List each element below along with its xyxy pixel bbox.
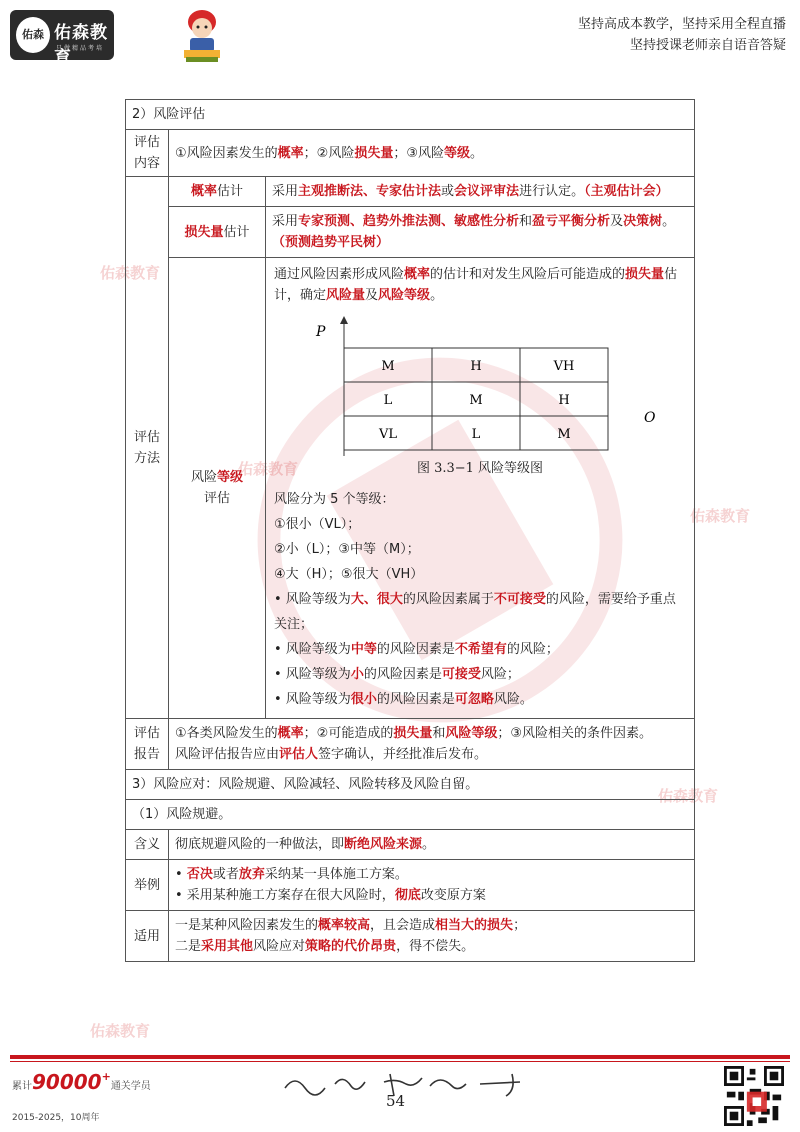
text: • 风险等级为 xyxy=(274,592,351,607)
bullet-item xyxy=(274,662,686,687)
text: 的风险因素属于 xyxy=(402,592,494,607)
text: 的风险，需要给予重点关注； xyxy=(274,592,676,632)
y-axis-arrow xyxy=(340,316,348,324)
stats-number: 90000 xyxy=(32,1070,102,1094)
highlight: 决策树 xyxy=(623,214,663,229)
meaning-label: 含义 xyxy=(126,830,169,860)
stats-suffix: 通关学员 xyxy=(110,1081,151,1092)
text: • 采用某种施工方案存在很大风险时， xyxy=(175,888,395,903)
text: ；③风险 xyxy=(393,145,444,161)
highlight: 盈亏平衡分析 xyxy=(532,214,611,229)
highlight: 彻底 xyxy=(394,888,421,903)
highlight: 等级 xyxy=(444,145,471,161)
text: • xyxy=(175,867,187,882)
method-label: 评估方法 xyxy=(126,177,169,719)
bullet-item xyxy=(274,637,686,662)
text: 采纳某一具体施工方案。 xyxy=(264,867,408,882)
example-text xyxy=(169,860,695,911)
text: ； xyxy=(513,918,527,933)
highlight: 主观推断法、专家估计法 xyxy=(298,184,442,199)
grade-content xyxy=(266,258,695,719)
highlight: 中等 xyxy=(350,642,377,657)
highlight: 相当大的损失 xyxy=(435,918,514,933)
highlight: 专家预测、趋势外推法测、敏感性分析 xyxy=(298,214,520,229)
level-item: ④大（H）；⑤很大（VH） xyxy=(274,567,424,582)
grid-cell-label: VH xyxy=(553,359,575,374)
highlight: 概率 xyxy=(277,726,304,741)
text: 风险 xyxy=(190,470,217,485)
apply-label: 适用 xyxy=(126,911,169,962)
highlight: 评估人 xyxy=(279,747,319,762)
text: 彻底规避风险的一种做法，即 xyxy=(175,837,345,852)
text: ①风险因素发生的 xyxy=(175,145,278,161)
footer-years: 2015-2025，10周年 xyxy=(12,1113,100,1123)
grade-label xyxy=(169,258,266,719)
text: 通过风险因素形成风险 xyxy=(274,267,405,282)
qr-code-icon xyxy=(724,1066,784,1126)
level-item: ②小（L）；③中等（M）； xyxy=(274,542,420,557)
page-header xyxy=(0,0,800,72)
grade-intro xyxy=(274,264,686,306)
highlight: （预测趋势平民树） xyxy=(272,235,390,250)
highlight: 损失量 xyxy=(354,145,394,161)
text: 风险评估报告应由 xyxy=(175,747,280,762)
y-axis-label: P xyxy=(316,324,326,340)
text: ，且会造成 xyxy=(370,918,436,933)
highlight: 否决 xyxy=(186,867,213,882)
risk-grade-chart xyxy=(274,314,670,456)
text: 及 xyxy=(610,214,624,229)
footer-stats xyxy=(12,1070,212,1123)
text: 进行认定。 xyxy=(519,184,585,199)
text: 。 xyxy=(430,288,444,303)
text: 和 xyxy=(519,214,533,229)
content-text xyxy=(169,130,695,177)
bullet-item xyxy=(274,687,686,712)
text: 和 xyxy=(432,726,446,741)
slogan xyxy=(578,14,786,56)
logo-emblem: 佑森 xyxy=(16,17,50,53)
text: 风险应对 xyxy=(253,939,306,954)
text: 二是 xyxy=(175,939,202,954)
highlight: （主观估计会） xyxy=(584,184,669,199)
watermark: 佑森教育 xyxy=(90,1022,151,1040)
highlight: 损失量 xyxy=(393,726,433,741)
sub1-title: （1）风险规避。 xyxy=(126,800,695,830)
highlight: 会议评审法 xyxy=(454,184,520,199)
stats-plus: + xyxy=(101,1070,111,1083)
text: ①各类风险发生的 xyxy=(175,726,278,741)
highlight: 很小 xyxy=(350,692,377,707)
text: 改变原方案 xyxy=(420,888,486,903)
watermark: 佑森教育 xyxy=(658,787,719,805)
text: 的风险； xyxy=(506,642,559,657)
highlight: 可接受 xyxy=(441,667,481,682)
watermark: 佑森教育 xyxy=(100,264,161,282)
watermark: 佑森教育 xyxy=(238,460,299,478)
highlight: 等级 xyxy=(217,470,244,485)
watermark: 佑森教育 xyxy=(690,507,751,525)
signature-motto-icon xyxy=(280,1066,540,1102)
apply-text xyxy=(169,911,695,962)
text: 。 xyxy=(662,214,676,229)
text: 一是某种风险因素发生的 xyxy=(175,918,319,933)
text: 的风险因素是 xyxy=(376,692,455,707)
risk-grid xyxy=(344,348,608,450)
text: 风险。 xyxy=(493,692,533,707)
text: 估计 xyxy=(217,184,244,199)
prob-label xyxy=(169,177,266,207)
highlight: 风险等级 xyxy=(378,288,431,303)
report-text xyxy=(169,719,695,770)
chart-caption: 图 3.3−1 风险等级图 xyxy=(416,461,544,476)
highlight: 损失量 xyxy=(184,224,224,240)
text: 或 xyxy=(441,184,455,199)
grid-cell-label: H xyxy=(558,393,570,408)
text: 或者 xyxy=(212,867,239,882)
highlight: 策略的代价昂贵 xyxy=(305,939,397,954)
text: 评估 xyxy=(203,491,230,506)
page-number: 54 xyxy=(386,1092,406,1110)
text: ；②可能造成的 xyxy=(303,726,394,741)
text: 签字确认，并经批准后发布。 xyxy=(318,747,488,762)
text: 估计 xyxy=(223,224,250,240)
stats-prefix: 累计 xyxy=(12,1081,32,1092)
text: • 风险等级为 xyxy=(274,692,351,707)
meaning-text xyxy=(169,830,695,860)
grid-cell-label: L xyxy=(471,427,481,442)
slogan-line-2: 坚持授课老师亲自语音答疑 xyxy=(629,38,786,53)
text: 。 xyxy=(422,837,436,852)
bullet-item xyxy=(274,587,686,637)
loss-label xyxy=(169,207,266,258)
content-label: 评估内容 xyxy=(126,130,169,177)
grid-cell-label: M xyxy=(557,427,571,442)
highlight: 不可接受 xyxy=(493,592,546,607)
grid-cell-label: H xyxy=(470,359,482,374)
level-list xyxy=(274,487,686,712)
logo-subtitle: 只做精品考培 xyxy=(56,45,105,52)
logo-name: 佑森教育 xyxy=(54,23,108,68)
brand-logo xyxy=(10,10,114,68)
text: 的估计和对发生风险后可能造成的 xyxy=(430,267,626,282)
grid-cell-label: M xyxy=(381,359,395,374)
text: ，得不偿失。 xyxy=(396,939,475,954)
footer-divider xyxy=(10,1055,790,1059)
highlight: 概率 xyxy=(277,145,304,161)
risk-assessment-table xyxy=(125,99,695,962)
highlight: 损失量 xyxy=(625,267,665,282)
text: • 风险等级为 xyxy=(274,667,351,682)
highlight: 小 xyxy=(350,667,364,682)
report-label: 评估报告 xyxy=(126,719,169,770)
mascot-icon xyxy=(178,6,226,64)
example-label: 举例 xyxy=(126,860,169,911)
highlight: 概率 xyxy=(190,184,217,199)
loss-text xyxy=(266,207,695,258)
levels-intro: 风险分为 5 个等级： xyxy=(274,492,395,507)
text: 的风险因素是 xyxy=(376,642,455,657)
highlight: 概率较高 xyxy=(318,918,371,933)
grid-cell-label: M xyxy=(469,393,483,408)
x-axis-label: O xyxy=(644,410,656,426)
footer-divider-thin xyxy=(10,1061,790,1062)
text: 采用 xyxy=(272,184,299,199)
text: 估计，确定 xyxy=(274,267,678,303)
text: 的风险因素是 xyxy=(363,667,442,682)
grid-cell-label: L xyxy=(383,393,393,408)
section-title: 2）风险评估 xyxy=(126,100,695,130)
highlight: 断绝风险来源 xyxy=(344,837,423,852)
highlight: 可忽略 xyxy=(454,692,494,707)
slogan-line-1: 坚持高成本教学，坚持采用全程直播 xyxy=(577,17,786,32)
text: ；②风险 xyxy=(303,145,355,161)
prob-text xyxy=(266,177,695,207)
text: 风险； xyxy=(480,667,520,682)
section3-title: 3）风险应对：风险规避、风险减轻、风险转移及风险自留。 xyxy=(126,770,695,800)
highlight: 风险等级 xyxy=(445,726,498,741)
text: 采用 xyxy=(272,214,299,229)
level-item: ①很小（VL）； xyxy=(274,517,361,532)
text: ；③风险相关的条件因素。 xyxy=(497,726,653,741)
text: • 风险等级为 xyxy=(274,642,351,657)
highlight: 概率 xyxy=(404,267,431,282)
highlight: 放弃 xyxy=(238,867,265,882)
text: 。 xyxy=(470,145,484,161)
highlight: 风险量 xyxy=(326,288,366,303)
highlight: 采用其他 xyxy=(201,939,254,954)
grid-cell-label: VL xyxy=(378,427,398,442)
highlight: 大、很大 xyxy=(350,592,403,607)
highlight: 不希望有 xyxy=(454,642,507,657)
text: 及 xyxy=(365,288,379,303)
